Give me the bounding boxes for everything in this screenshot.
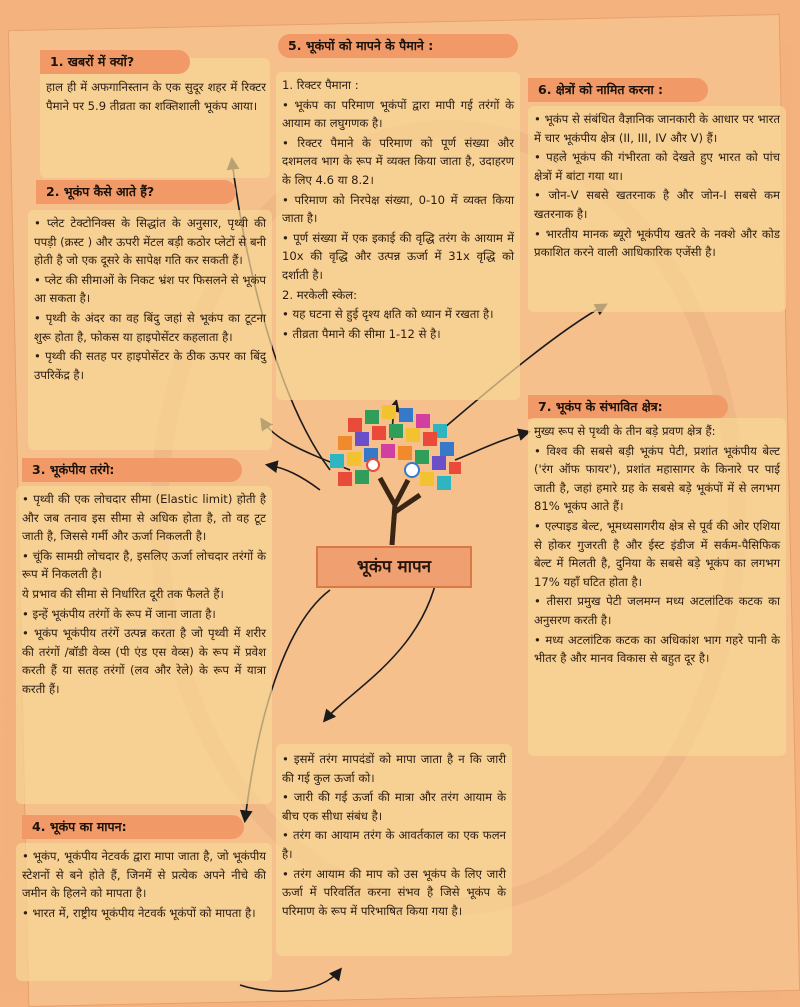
s1-para: हाल ही में अफगानिस्तान के एक सुदूर शहर में रिक्टर पैमाने पर 5.9 तीव्रता का शक्तिशाली भूकंप आया। [46,80,266,113]
s4-para: • भारत में, राष्ट्रीय भूकंपीय नेटवर्क भूकंपों को मापता है। [22,905,256,920]
s4-para: • भूकंप, भूकंपीय नेटवर्क द्वारा मापा जाता है, जो भूकंपीय स्टेशनों से बने होते हैं, जिनमें से प्रत्येक अपने नीचे की जमीन के हिलने को मापता है। [22,849,266,901]
section-6-heading: 6. क्षेत्रों को नामित करना : [528,78,708,102]
section-1-heading: 1. खबरों में क्यों? [40,50,190,74]
s2-para: • प्लेट की सीमाओं के निकट भ्रंश पर फिसलने से भूकंप आ सकता है। [34,272,266,306]
s7-para: • मध्य अटलांटिक कटक का अधिकांश भाग गहरे पानी के भीतर है और मानव विकास से बहुत दूर है। [534,632,780,666]
arrow-to-s7 [455,432,528,460]
section-3-heading: 3. भूकंपीय तरंगे: [22,458,242,482]
section-3-box [16,486,272,804]
s2-para: • प्लेट टेक्टोनिक्स के सिद्धांत के अनुसार, पृथ्वी की पपड़ी (क्रस्ट ) और ऊपरी मेंटल बड़ी कठोर प्लेटों से बनी होती है जो एक दूसरे के सापेक्ष गति कर सकती हैं। [34,216,266,268]
section-7-heading: 7. भूकंप के संभावित क्षेत्र: [528,395,728,419]
s3-para: • चूंकि सामग्री लोचदार है, इसलिए ऊर्जा लोचदार तरंगों के रूप में निकलती है। [22,548,266,582]
s5-para: • भूकंप का परिमाण भूकंपों द्वारा मापी गई तरंगों के आयाम का लघुगणक है। [282,97,514,131]
section-4-heading: 4. भूकंप का मापन: [22,815,244,839]
s8-para: • तरंग का आयाम तरंग के आवर्तकाल का एक फलन है। [282,828,506,861]
s8-para: • जारी की गई ऊर्जा की मात्रा और तरंग आयाम के बीच एक सीधा संबंध है। [282,790,506,823]
s5-para: • रिक्टर पैमाने के परिमाण को पूर्ण संख्या और दशमलव भाग के रूप में व्यक्त किया जाता है, उदाहरण के लिए 4.6 या 8.2। [282,135,514,187]
s7-para: मुख्य रूप से पृथ्वी के तीन बड़े प्रवण क्षेत्र हैं: [534,424,716,438]
s3-para: • इन्हें भूकंपीय तरंगों के रूप में जाना जाता है। [22,606,216,621]
s7-para: • विश्व की सबसे बड़ी भूकंप पेटी, प्रशांत भूकंपीय बेल्ट ('रंग ऑफ फायर'), प्रशांत महासागर के किनारे पर पाई जाती है, जहां हमारे ग्रह के सबसे बड़े भूकंपों में से लगभग 81% भूकंप आते हैं। [534,443,780,514]
tree-illustration [330,405,461,545]
section-2-text [34,214,266,384]
section-6-box [528,106,786,312]
s5-para: • परिमाण को निरपेक्ष संख्या, 0-10 में व्यक्त किया जाता है। [282,192,514,226]
section-8-box [276,744,512,956]
section-7-box [528,418,786,756]
section-4-text [22,847,266,922]
s5-para: • तीव्रता पैमाने की सीमा 1-12 से है। [282,326,441,341]
section-1-content [40,78,272,138]
section-7-text [534,422,780,668]
s8-para: • इसमें तरंग मापदंडों को मापा जाता है न कि जारी की गई कुल ऊर्जा को। [282,752,506,785]
s7-para: • तीसरा प्रमुख पेटी जलमग्न मध्य अटलांटिक कटक का अनुसरण करती है। [534,594,780,627]
s6-para: • भारतीय मानक ब्यूरो भूकंपीय खतरे के नक्शे और कोड प्रकाशित करने वाली आधिकारिक एजेंसी है। [534,226,780,260]
section-6-text [534,110,780,262]
arrow-to-s3 [268,465,320,490]
center-title: भूकंप मापन [316,546,472,588]
s5-para: 2. मरकेली स्केल: [282,287,358,302]
s5-para: 1. रिक्टर पैमाना : [282,78,359,92]
s6-para: • जोन-V सबसे खतरनाक है और जोन-I सबसे कम खतरनाक है। [534,188,780,221]
section-1-text [46,78,266,115]
section-2-box [28,210,272,450]
section-5-box [276,72,520,400]
section-5-text [282,76,514,343]
s2-para: • पृथ्वी के अंदर का वह बिंदु जहां से भूकंप का टूटना शुरू होता है, फोकस या हाइपोसेंटर कहलाता है। [34,310,266,344]
s5-para: • पूर्ण संख्या में एक इकाई की वृद्धि तरंग के आयाम में 10x की वृद्धि और उत्पन्न ऊर्जा में 31x वृद्धि को दर्शाती है। [282,230,514,282]
section-3-text [22,490,266,699]
s5-para: • यह घटना से हुई दृश्य क्षति को ध्यान में रखता है। [282,307,494,322]
s2-para: • पृथ्वी की सतह पर हाइपोसेंटर के ठीक ऊपर का बिंदु उपरिकेंद्र है। [34,349,266,382]
s8-para: • तरंग आयाम की माप को उस भूकंप के लिए जारी ऊर्जा में परिवर्तित करना संभव है जिसे भूकंप के परिमाण के रूप में परिभाषित किया गया है। [282,866,506,918]
s6-para: • पहले भूकंप की गंभीरता को देखते हुए भारत को पांच क्षेत्रों में बांटा गया था। [534,150,780,183]
section-2-heading: 2. भूकंप कैसे आते हैं? [36,180,236,204]
section-8-text [282,750,506,920]
s3-para: ये प्रभाव की सीमा से निर्धारित दूरी तक फैलते हैं। [22,586,224,601]
section-5-heading: 5. भूकंपों को मापने के पैमाने : [278,34,518,58]
section-4-box [16,843,272,981]
s7-para: • एल्पाइड बेल्ट, भूमध्यसागरीय क्षेत्र से पूर्व की ओर एशिया से होकर गुजरती है और ईस्ट इंडीज में सर्कम-पैसिफिक बेल्ट में मिलती है, दुनिया के सबसे बड़े भूकंप का लगभग 17% यहाँ घटित होता है। [534,518,780,589]
s3-para: • भूकंप भूकंपीय तरंगें उत्पन्न करता है जो पृथ्वी में शरीर की तरंगों /बॉडी वेव्स (पी एंड एस वेव्स) के रूप में प्रवेश करती हैं या सतह तरंगों (लव और रेले) के रूप में यात्रा करती हैं। [22,626,266,696]
s6-para: • भूकंप से संबंधित वैज्ञानिक जानकारी के आधार पर भारत में चार भूकंपीय क्षेत्र (II, III, IV और V) हैं। [534,112,780,145]
s3-para: • पृथ्वी की एक लोचदार सीमा (Elastic limit) होती है और जब तनाव इस सीमा से अधिक होता है, तो वह टूट जाती है, जिससे गर्मी और ऊर्जा निकलती है। [22,492,266,544]
